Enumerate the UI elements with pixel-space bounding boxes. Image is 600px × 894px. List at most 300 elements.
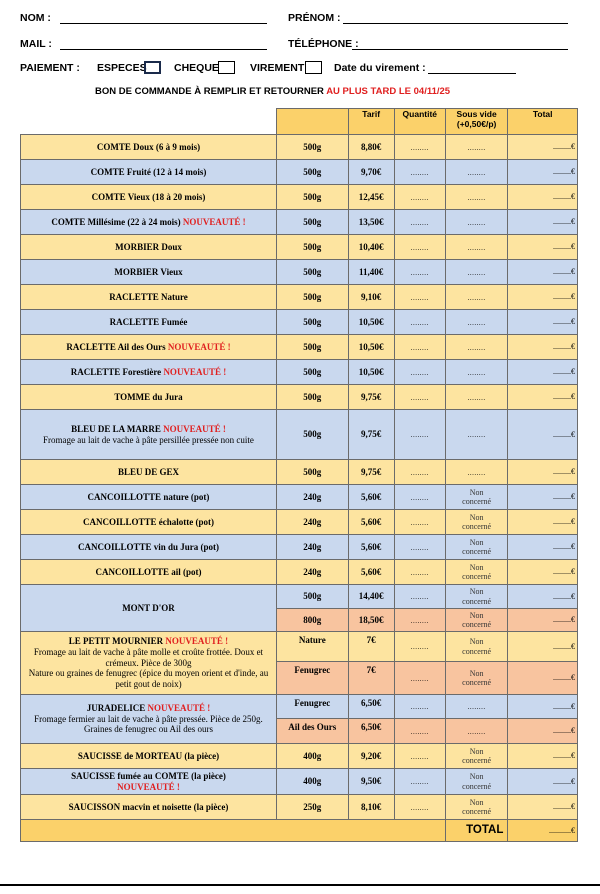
product-weight: 500g <box>276 360 348 385</box>
nc-line1: Non <box>469 772 484 782</box>
dots-placeholder: ........ <box>467 168 486 177</box>
table-row <box>21 335 578 360</box>
quantity-cell[interactable] <box>394 769 445 795</box>
quantity-cell[interactable] <box>394 560 445 585</box>
product-name-cell <box>21 460 277 485</box>
row-total-cell[interactable] <box>508 744 578 769</box>
table-row <box>21 769 578 795</box>
telephone-field[interactable] <box>352 49 568 50</box>
variant-price: 14,40€ <box>348 585 394 609</box>
product-price: 9,75€ <box>348 385 394 410</box>
sous-vide-cell <box>445 485 507 510</box>
product-price: 8,80€ <box>348 135 394 160</box>
row-total-placeholder: .........€ <box>553 776 575 786</box>
row-total-cell[interactable] <box>508 485 578 510</box>
product-price: 9,70€ <box>348 160 394 185</box>
non-concerne-text <box>448 669 505 687</box>
row-total-placeholder: .........€ <box>553 492 575 502</box>
product-name: CANCOILLOTTE vin du Jura (pot) <box>77 541 219 552</box>
quantity-cell[interactable] <box>394 210 445 235</box>
sous-vide-cell[interactable] <box>445 310 507 335</box>
dots-placeholder: ........ <box>410 431 429 440</box>
product-description: Fromage au lait de vache à pâte persillée pressée non cuite <box>43 434 254 445</box>
table-row <box>21 535 578 560</box>
dots-placeholder: ........ <box>410 293 429 302</box>
product-name: MONT D'OR <box>122 602 175 613</box>
row-total-placeholder: .........€ <box>553 342 575 352</box>
sous-vide-cell[interactable] <box>445 460 507 485</box>
order-deadline: AU PLUS TARD LE 04/11/25 <box>326 86 451 97</box>
variant-weight: 500g <box>276 585 348 609</box>
new-badge: NOUVEAUTÉ ! <box>147 703 211 714</box>
quantity-cell[interactable] <box>394 585 445 609</box>
row-total-cell[interactable] <box>508 795 578 820</box>
new-badge: NOUVEAUTÉ ! <box>117 781 180 792</box>
sous-vide-price: (+0,50€/p) <box>456 119 497 130</box>
row-total-placeholder: .........€ <box>553 726 575 736</box>
dots-placeholder: ........ <box>410 616 429 625</box>
product-name-cell <box>21 335 277 360</box>
product-name: CANCOILLOTTE nature (pot) <box>87 491 210 502</box>
table-row <box>21 385 578 410</box>
quantity-cell[interactable] <box>394 662 445 695</box>
sous-vide-cell <box>445 632 507 662</box>
table-row <box>21 360 578 385</box>
sous-vide-cell[interactable] <box>445 160 507 185</box>
product-name: CANCOILLOTTE ail (pot) <box>95 566 202 577</box>
row-total-cell[interactable] <box>508 719 578 744</box>
product-name-cell <box>21 210 277 235</box>
table-header-row <box>21 109 578 135</box>
dots-placeholder: ........ <box>410 568 429 577</box>
sous-vide-cell <box>445 585 507 609</box>
nc-line2: concerné <box>462 781 492 791</box>
row-total-placeholder: .........€ <box>553 392 575 402</box>
row-total-cell[interactable] <box>508 662 578 695</box>
especes-checkbox[interactable] <box>144 61 161 74</box>
row-total-cell[interactable] <box>508 535 578 560</box>
product-name: RACLETTE Ail des Ours <box>66 341 166 352</box>
dots-placeholder: ........ <box>467 368 486 377</box>
non-concerne-text <box>448 747 505 765</box>
quantity-cell[interactable] <box>394 510 445 535</box>
dots-placeholder: ........ <box>467 468 486 477</box>
table-row <box>21 185 578 210</box>
total-label: TOTAL <box>445 820 507 842</box>
product-weight: 400g <box>276 769 348 795</box>
variant-weight: Fenugrec <box>276 662 348 695</box>
row-total-placeholder: .........€ <box>553 673 575 683</box>
product-weight: 500g <box>276 135 348 160</box>
row-total-placeholder: .........€ <box>553 317 575 327</box>
dots-placeholder: ........ <box>467 393 486 402</box>
product-price: 10,50€ <box>348 335 394 360</box>
dots-placeholder: ........ <box>467 318 486 327</box>
product-name-cell <box>21 795 277 820</box>
product-name: CANCOILLOTTE échalotte (pot) <box>82 516 214 527</box>
product-description: Fromage fermier au lait de vache à pâte pressée. Pièce de 250g. <box>34 713 263 724</box>
sous-vide-cell[interactable] <box>445 335 507 360</box>
dots-placeholder: ........ <box>410 593 429 602</box>
product-name: RACLETTE Nature <box>109 291 188 302</box>
row-total-placeholder: .........€ <box>553 802 575 812</box>
product-price: 9,75€ <box>348 410 394 460</box>
dots-placeholder: ........ <box>410 543 429 552</box>
row-total-cell[interactable] <box>508 410 578 460</box>
table-row <box>21 744 578 769</box>
row-total-cell[interactable] <box>508 135 578 160</box>
header-total: Total <box>508 109 578 135</box>
quantity-cell[interactable] <box>394 485 445 510</box>
nc-line2: concerné <box>462 756 492 765</box>
quantity-cell[interactable] <box>394 160 445 185</box>
product-name-cell <box>21 585 277 632</box>
prenom-label: PRÉNOM : <box>288 12 341 24</box>
dots-placeholder: ........ <box>467 243 486 252</box>
row-total-cell[interactable] <box>508 310 578 335</box>
quantity-cell[interactable] <box>394 235 445 260</box>
dots-placeholder: ........ <box>467 268 486 277</box>
product-weight: 500g <box>276 335 348 360</box>
row-total-placeholder: .........€ <box>553 751 575 761</box>
quantity-cell[interactable] <box>394 609 445 632</box>
nc-line2: concerné <box>462 807 492 816</box>
dots-placeholder: ........ <box>410 393 429 402</box>
table-row <box>21 485 578 510</box>
quantity-cell[interactable] <box>394 385 445 410</box>
table-row <box>21 795 578 820</box>
row-total-cell[interactable] <box>508 360 578 385</box>
quantity-cell[interactable] <box>394 310 445 335</box>
total-row <box>21 820 578 842</box>
product-weight: 500g <box>276 460 348 485</box>
product-weight: 500g <box>276 210 348 235</box>
product-price: 5,60€ <box>348 485 394 510</box>
row-total-cell[interactable] <box>508 560 578 585</box>
table-row <box>21 260 578 285</box>
non-concerne-text <box>448 772 505 790</box>
new-badge: NOUVEAUTÉ ! <box>163 423 226 434</box>
row-total-cell[interactable] <box>508 632 578 662</box>
dots-placeholder: ........ <box>467 703 486 712</box>
sous-vide-label: Sous vide <box>456 109 497 119</box>
variant-price: 7€ <box>348 662 394 695</box>
dots-placeholder: ........ <box>467 218 486 227</box>
sous-vide-cell[interactable] <box>445 285 507 310</box>
nc-line1: Non <box>469 668 484 678</box>
nc-line1: Non <box>469 562 484 572</box>
nc-line2: concerné <box>462 620 492 629</box>
dots-placeholder: ........ <box>410 518 429 527</box>
product-name: COMTE Millésime (22 à 24 mois) <box>51 216 181 227</box>
table-row <box>21 235 578 260</box>
row-total-cell[interactable] <box>508 510 578 535</box>
nom-label: NOM : <box>20 12 51 24</box>
nc-line1: Non <box>469 637 484 647</box>
dots-placeholder: ........ <box>410 218 429 227</box>
table-row <box>21 460 578 485</box>
row-total-cell[interactable] <box>508 585 578 609</box>
dots-placeholder: ........ <box>410 268 429 277</box>
product-weight: 500g <box>276 385 348 410</box>
row-total-cell[interactable] <box>508 335 578 360</box>
quantity-cell[interactable] <box>394 535 445 560</box>
row-total-placeholder: .........€ <box>553 615 575 625</box>
nc-line1: Non <box>469 746 484 756</box>
product-weight: 240g <box>276 535 348 560</box>
table-row <box>21 285 578 310</box>
product-price: 10,50€ <box>348 310 394 335</box>
variant-price: 7€ <box>348 632 394 662</box>
new-badge: NOUVEAUTÉ ! <box>163 366 227 377</box>
table-row <box>21 160 578 185</box>
quantity-cell[interactable] <box>394 632 445 662</box>
dots-placeholder: ........ <box>410 318 429 327</box>
table-row <box>21 695 578 719</box>
product-price: 9,75€ <box>348 460 394 485</box>
product-name-cell <box>21 160 277 185</box>
quantity-cell[interactable] <box>394 335 445 360</box>
row-total-cell[interactable] <box>508 260 578 285</box>
non-concerne-text <box>448 513 505 531</box>
table-row <box>21 585 578 609</box>
telephone-label: TÉLÉPHONE : <box>288 38 359 50</box>
dots-placeholder: ........ <box>410 468 429 477</box>
product-name-cell <box>21 535 277 560</box>
nc-line2: concerné <box>462 497 492 506</box>
dots-placeholder: ........ <box>410 243 429 252</box>
product-price: 5,60€ <box>348 560 394 585</box>
row-total-cell[interactable] <box>508 235 578 260</box>
dots-placeholder: ........ <box>410 643 429 652</box>
quantity-cell[interactable] <box>394 185 445 210</box>
non-concerne-text <box>448 538 505 556</box>
dots-placeholder: ........ <box>410 703 429 712</box>
product-weight: 500g <box>276 310 348 335</box>
sous-vide-cell[interactable] <box>445 210 507 235</box>
page-bottom-border <box>0 884 600 886</box>
nom-field[interactable] <box>60 23 267 24</box>
dots-placeholder: ........ <box>467 193 486 202</box>
header-weight-cell <box>276 109 348 135</box>
dots-placeholder: ........ <box>410 343 429 352</box>
dots-placeholder: ........ <box>467 293 486 302</box>
sous-vide-cell <box>445 560 507 585</box>
sous-vide-cell <box>445 510 507 535</box>
variant-weight: 800g <box>276 609 348 632</box>
nc-line2: concerné <box>462 596 492 606</box>
mail-label: MAIL : <box>20 38 52 50</box>
product-description-2: Nature ou graines de fenugrec (épice du moyen orient et d'inde, au petit gout de noix) <box>28 668 269 689</box>
row-total-cell[interactable] <box>508 185 578 210</box>
dots-placeholder: ........ <box>410 193 429 202</box>
product-name: MORBIER Vieux <box>114 266 183 277</box>
nc-line2: concerné <box>462 572 492 581</box>
product-name: JURADELICE <box>86 703 146 714</box>
new-badge: NOUVEAUTÉ ! <box>182 216 246 227</box>
product-name-cell <box>21 485 277 510</box>
product-name-cell <box>21 310 277 335</box>
row-total-cell[interactable] <box>508 210 578 235</box>
product-name: SAUCISSON macvin et noisette (la pièce) <box>68 801 229 812</box>
quantity-cell[interactable] <box>394 460 445 485</box>
non-concerne-text <box>448 611 505 629</box>
virement-checkbox[interactable] <box>305 61 322 74</box>
product-name: RACLETTE Forestière <box>70 366 162 377</box>
quantity-cell[interactable] <box>394 285 445 310</box>
quantity-cell[interactable] <box>394 795 445 820</box>
product-price: 5,60€ <box>348 535 394 560</box>
variant-price: 6,50€ <box>348 719 394 744</box>
product-price: 9,20€ <box>348 744 394 769</box>
sous-vide-cell[interactable] <box>445 235 507 260</box>
sous-vide-cell[interactable] <box>445 185 507 210</box>
product-name-cell <box>21 260 277 285</box>
sous-vide-cell[interactable] <box>445 695 507 719</box>
sous-vide-cell[interactable] <box>445 360 507 385</box>
dots-placeholder: ........ <box>467 343 486 352</box>
dots-placeholder: ........ <box>410 143 429 152</box>
dots-placeholder: ........ <box>467 727 486 736</box>
non-concerne-text <box>448 587 505 605</box>
quantity-cell[interactable] <box>394 410 445 460</box>
product-name: COMTE Doux (6 à 9 mois) <box>96 141 201 152</box>
row-total-placeholder: .........€ <box>553 467 575 477</box>
especes-label: ESPECES <box>97 62 147 74</box>
dots-placeholder: ........ <box>410 168 429 177</box>
product-name: BLEU DE LA MARRE <box>71 423 161 434</box>
product-weight: 240g <box>276 485 348 510</box>
nc-line1: Non <box>469 587 484 597</box>
sous-vide-cell <box>445 744 507 769</box>
row-total-cell[interactable] <box>508 285 578 310</box>
grand-total-cell[interactable] <box>508 820 578 842</box>
table-row <box>21 632 578 662</box>
product-name: LE PETIT MOURNIER <box>68 636 164 647</box>
product-weight: 500g <box>276 160 348 185</box>
product-price: 9,10€ <box>348 285 394 310</box>
product-weight: 240g <box>276 510 348 535</box>
cheque-checkbox[interactable] <box>218 61 235 74</box>
product-weight: 500g <box>276 185 348 210</box>
date-virement-label: Date du virement : <box>334 62 426 74</box>
row-total-placeholder: .........€ <box>553 192 575 202</box>
new-badge: NOUVEAUTÉ ! <box>165 636 229 647</box>
sous-vide-cell <box>445 662 507 695</box>
non-concerne-text <box>448 637 505 655</box>
variant-weight: Nature <box>276 632 348 662</box>
quantity-cell[interactable] <box>394 744 445 769</box>
nc-line2: concerné <box>462 547 492 556</box>
row-total-placeholder: .........€ <box>553 517 575 527</box>
product-weight: 400g <box>276 744 348 769</box>
row-total-placeholder: .........€ <box>553 242 575 252</box>
sous-vide-cell <box>445 795 507 820</box>
product-weight: 250g <box>276 795 348 820</box>
row-total-placeholder: .........€ <box>553 701 575 711</box>
row-total-placeholder: .........€ <box>553 142 575 152</box>
dots-placeholder: ........ <box>410 493 429 502</box>
header-tarif: Tarif <box>348 109 394 135</box>
sous-vide-cell[interactable] <box>445 135 507 160</box>
product-weight: 500g <box>276 260 348 285</box>
paiement-label: PAIEMENT : <box>20 62 80 74</box>
quantity-cell[interactable] <box>394 360 445 385</box>
product-name: SAUCISSE de MORTEAU (la pièce) <box>77 750 220 761</box>
product-name-cell <box>21 744 277 769</box>
quantity-cell[interactable] <box>394 135 445 160</box>
product-name-cell <box>21 135 277 160</box>
non-concerne-text <box>448 563 505 581</box>
mail-field[interactable] <box>60 49 267 50</box>
non-concerne-text <box>448 488 505 506</box>
product-price: 12,45€ <box>348 185 394 210</box>
product-price: 5,60€ <box>348 510 394 535</box>
nc-line1: Non <box>469 487 484 497</box>
product-price: 13,50€ <box>348 210 394 235</box>
row-total-cell[interactable] <box>508 460 578 485</box>
table-row <box>21 510 578 535</box>
row-total-placeholder: .........€ <box>553 292 575 302</box>
table-row <box>21 410 578 460</box>
quantity-cell[interactable] <box>394 695 445 719</box>
dots-placeholder: ........ <box>410 752 429 761</box>
nc-line2: concerné <box>462 522 492 531</box>
sous-vide-cell[interactable] <box>445 385 507 410</box>
variant-price: 6,50€ <box>348 695 394 719</box>
product-description-2: Graines de fenugrec ou Ail des ours <box>84 724 213 735</box>
product-price: 8,10€ <box>348 795 394 820</box>
new-badge: NOUVEAUTÉ ! <box>167 341 231 352</box>
sous-vide-cell[interactable] <box>445 719 507 744</box>
quantity-cell[interactable] <box>394 719 445 744</box>
product-name: TOMME du Jura <box>114 391 183 402</box>
row-total-cell[interactable] <box>508 609 578 632</box>
nc-line1: Non <box>469 797 484 807</box>
product-name-cell <box>21 510 277 535</box>
table-row <box>21 560 578 585</box>
row-total-cell[interactable] <box>508 160 578 185</box>
dots-placeholder: ........ <box>467 143 486 152</box>
date-virement-field[interactable] <box>428 73 516 74</box>
product-name-cell <box>21 235 277 260</box>
dots-placeholder: ........ <box>410 674 429 683</box>
nc-line1: Non <box>469 610 484 620</box>
product-name-cell <box>21 632 277 695</box>
product-name-cell <box>21 360 277 385</box>
row-total-placeholder: .........€ <box>553 217 575 227</box>
row-total-placeholder: .........€ <box>553 567 575 577</box>
sous-vide-cell[interactable] <box>445 410 507 460</box>
prenom-field[interactable] <box>343 23 568 24</box>
table-row <box>21 135 578 160</box>
quantity-cell[interactable] <box>394 260 445 285</box>
variant-price: 18,50€ <box>348 609 394 632</box>
total-spacer <box>21 820 446 842</box>
table-row <box>21 210 578 235</box>
product-price: 10,40€ <box>348 235 394 260</box>
row-total-cell[interactable] <box>508 385 578 410</box>
variant-weight: Ail des Ours <box>276 719 348 744</box>
row-total-cell[interactable] <box>508 769 578 795</box>
product-name-cell <box>21 285 277 310</box>
sous-vide-cell[interactable] <box>445 260 507 285</box>
product-name: RACLETTE Fumée <box>109 316 188 327</box>
product-weight: 500g <box>276 410 348 460</box>
row-total-cell[interactable] <box>508 695 578 719</box>
row-total-placeholder: .........€ <box>553 167 575 177</box>
product-name-cell <box>21 185 277 210</box>
